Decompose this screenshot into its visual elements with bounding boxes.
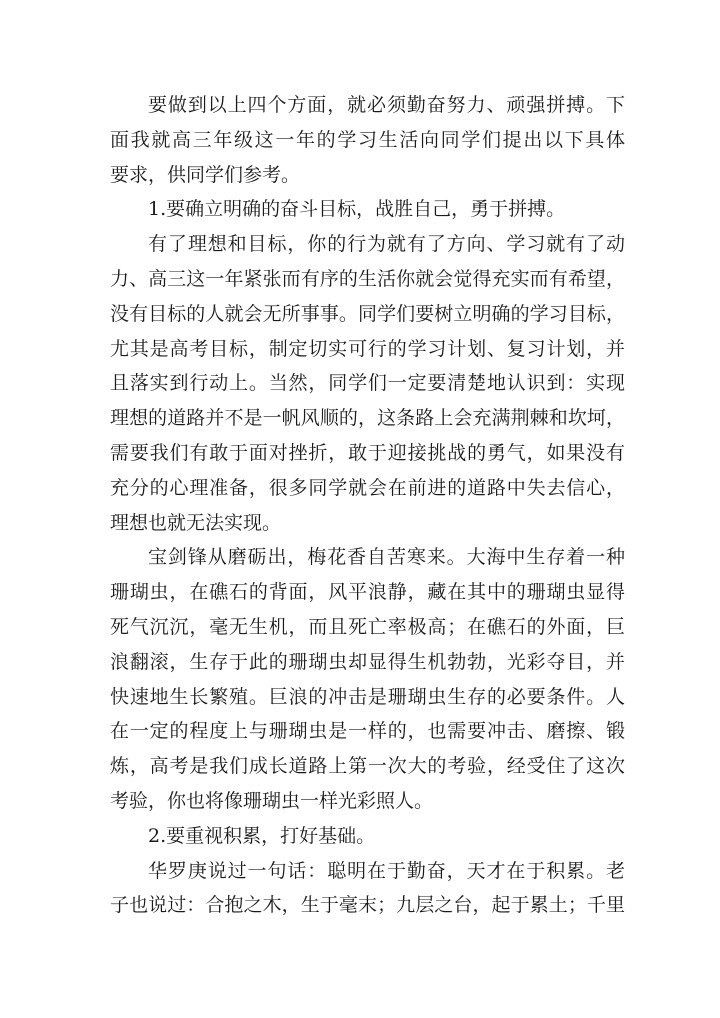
text-line: 理想也就无法实现。 xyxy=(110,511,282,534)
text-line: 1.要确立明确的奋斗目标，战胜自己，勇于拼搏。 xyxy=(148,198,566,221)
text-line: 炼，高考是我们成长道路上第一次大的考验，经受住了这次 xyxy=(110,755,625,778)
text-line: 要求，供同学们参考。 xyxy=(110,163,301,186)
paragraph-accumulation xyxy=(110,854,625,924)
section-heading-2 xyxy=(110,819,625,854)
section-heading-1 xyxy=(110,192,625,227)
text-line: 力、高三这一年紧张而有序的生活你就会觉得充实而有希望， xyxy=(110,267,625,290)
text-line: 要做到以上四个方面，就必须勤奋努力、顽强拼搏。下 xyxy=(148,94,625,116)
text-line: 没有目标的人就会无所事事。同学们要树立明确的学习目标， xyxy=(110,302,625,325)
text-line: 浪翻滚，生存于此的珊瑚虫却显得生机勃勃，光彩夺目，并 xyxy=(110,650,625,673)
text-line: 且落实到行动上。当然，同学们一定要清楚地认识到：实现 xyxy=(110,372,625,395)
text-line: 需要我们有敢于面对挫折，敢于迎接挑战的勇气，如果没有 xyxy=(110,441,625,464)
paragraph-goals xyxy=(110,227,625,540)
text-line: 在一定的程度上与珊瑚虫是一样的，也需要冲击、磨擦、锻 xyxy=(110,720,625,743)
text-line: 珊瑚虫，在礁石的背面，风平浪静，藏在其中的珊瑚虫显得 xyxy=(110,581,625,604)
text-line: 充分的心理准备，很多同学就会在前进的道路中失去信心， xyxy=(110,476,625,499)
text-line: 理想的道路并不是一帆风顺的，这条路上会充满荆棘和坎坷， xyxy=(110,407,625,430)
text-line: 面我就高三年级这一年的学习生活向同学们提出以下具体 xyxy=(110,128,625,151)
text-line: 死气沉沉，毫无生机，而且死亡率极高；在礁石的外面，巨 xyxy=(110,615,625,638)
text-line: 快速地生长繁殖。巨浪的冲击是珊瑚虫生存的必要条件。人 xyxy=(110,685,625,708)
text-line: 宝剑锋从磨砺出，梅花香自苦寒来。大海中生存着一种 xyxy=(148,546,625,569)
paragraph-coral xyxy=(110,540,625,818)
text-line: 尤其是高考目标，制定切实可行的学习计划、复习计划，并 xyxy=(110,337,625,360)
text-line: 有了理想和目标，你的行为就有了方向、学习就有了动 xyxy=(148,233,625,256)
paragraph-intro xyxy=(110,88,625,192)
text-line: 子也说过：合抱之木，生于毫末；九层之台，起于累土；千里 xyxy=(110,894,625,917)
text-line: 华罗庚说过一句话：聪明在于勤奋，天才在于积累。老 xyxy=(148,859,625,882)
text-line: 2.要重视积累，打好基础。 xyxy=(148,824,376,847)
text-line: 考验，你也将像珊瑚虫一样光彩照人。 xyxy=(110,789,434,812)
document-body xyxy=(110,88,625,923)
